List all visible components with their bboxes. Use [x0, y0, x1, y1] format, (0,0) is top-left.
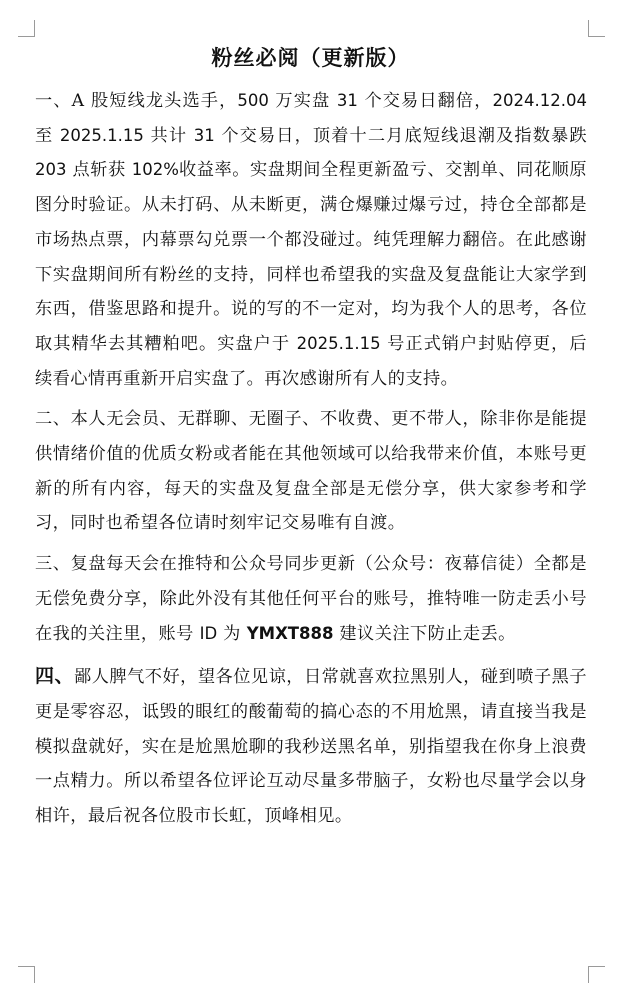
crop-mark-bottom-right — [588, 966, 605, 983]
p1-number-5: 31 — [193, 125, 215, 145]
p1-text-h: 收益率。实盘期间全程更新盈亏、交割单、同花顺原图分时验证。从未打码、从未断更，满仓爆赚过爆亏过，持仓全部都是市场热点票，内幕票勾兑票一个都没碰过。纯凭理解力翻倍。在此感谢下实盘期间所有粉丝的支持，同样也希望我的实盘及复盘能让大家学到东西，借鉴思路和提升。说的写的不一定对，均为我个人的思考，各位取其精华去其糟粕吧。实盘户于 — [35, 160, 587, 354]
p3-account-id: YMXT888 — [246, 623, 334, 643]
p3-text-a: 三、复盘每天会在推特和公众号同步更新（公众号：夜幕信徒）全都是无偿免费分享，除此外没有其他任何平台的账号，推特唯一防走丢小号在我的关注里，账号 — [35, 554, 587, 644]
p1-text-f: 个交易日，顶着十二月底短线退潮及指数暴跌 — [214, 125, 587, 146]
p4-text: 鄙人脾气不好，望各位见谅，日常就喜欢拉黑别人，碰到喷子黑子更是零容忍，诋毁的眼红的酸葡萄的搞心态的不用尬黑，请直接当我是模拟盘就好，实在是尬黑尬聊的我秒送黑名单，别指望我在你身上浪费一点精力。所以希望各位评论互动尽量多带脑子，女粉也尽量学会以身相许，最后祝各位股市长虹，顶峰相见。 — [35, 667, 587, 827]
p1-number-8: 2025.1.15 — [296, 333, 381, 353]
document-body — [35, 84, 587, 840]
p1-number-2: 31 — [336, 91, 358, 110]
document-title: 粉丝必阅（更新版） — [211, 45, 410, 70]
p3-text-c: 建议关注下防止走丢。 — [333, 623, 516, 644]
p1-number-4: 2025.1.15 — [59, 125, 144, 145]
p1-number-6: 203 — [35, 160, 67, 180]
crop-mark-top-right — [588, 20, 605, 37]
paragraph-4 — [35, 659, 587, 834]
p4-lead: 四、 — [35, 665, 75, 688]
p1-text-e: 共计 — [143, 125, 194, 146]
p3-text-b: 为 — [217, 623, 247, 644]
p1-text-d: 至 — [35, 125, 60, 146]
p1-text-a: 一、A 股短线龙头选手， — [35, 91, 238, 111]
paragraph-3 — [35, 547, 587, 651]
paragraph-1 — [35, 84, 587, 396]
p1-text-g: 点斩获 — [66, 160, 132, 181]
p1-number-1: 500 — [237, 91, 269, 110]
paragraph-2: 二、本人无会员、无群聊、无圈子、不收费、更不带人，除非你是能提供情绪价值的优质女粉或者能在其他领域可以给我带来价值，本账号更新的所有内容，每天的实盘及复盘全部是无偿分享，供大家参考和学习，同时也希望各位请时刻牢记交易唯有自渡。 — [35, 409, 587, 534]
p1-number-7: 102% — [131, 160, 179, 180]
p3-id-label: ID — [199, 623, 218, 643]
p1-text-c: 个交易日翻倍， — [357, 91, 493, 111]
crop-mark-top-left — [18, 20, 35, 37]
crop-mark-bottom-left — [18, 966, 35, 983]
p1-text-b: 万实盘 — [268, 91, 337, 111]
p1-number-3: 2024.12.04 — [492, 91, 587, 110]
p1-text-i: 号正式销户封贴停更，后续看心情再重新开启实盘了。再次感谢所有人的支持。 — [35, 333, 587, 389]
